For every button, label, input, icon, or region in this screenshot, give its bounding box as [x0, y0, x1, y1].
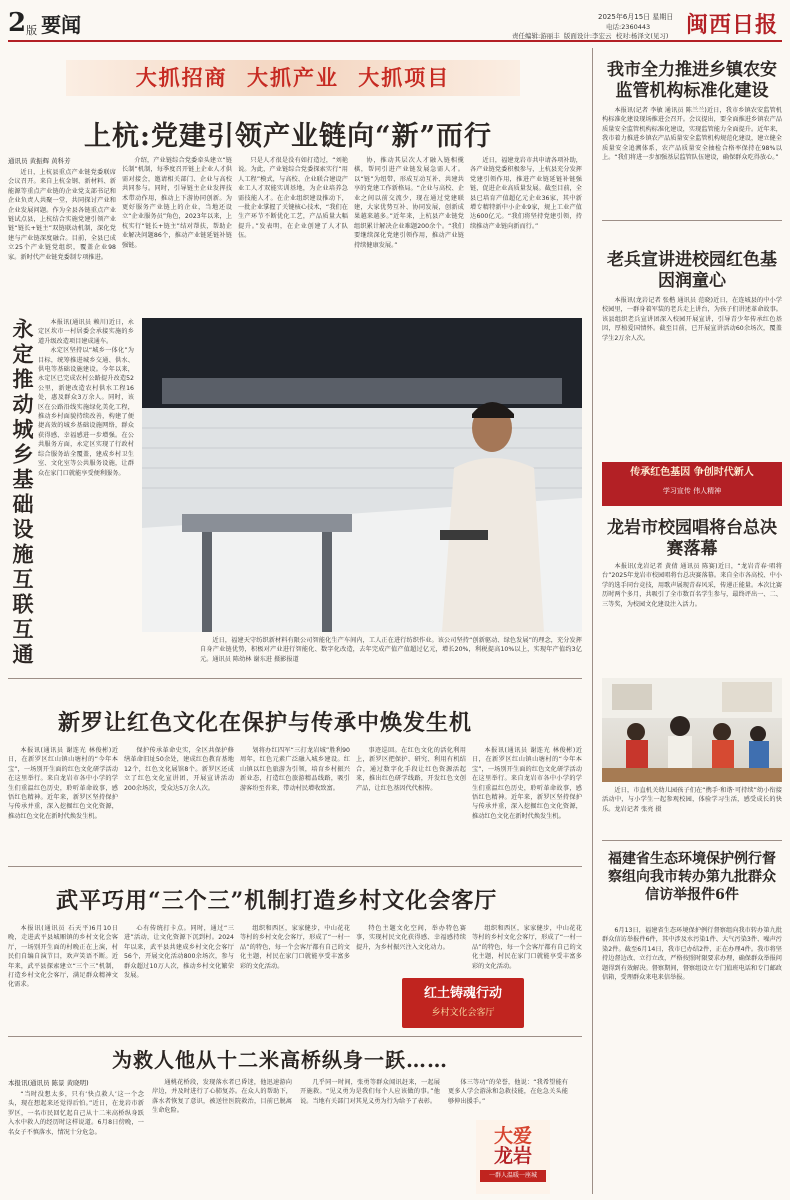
sidebar3-headline: 龙岩市校园唱将台总决赛落幕 — [607, 518, 777, 559]
page-label — [8, 8, 308, 38]
hero-paragraph: “当时没想太多，只有‘快点救人’这一个念头，现在想起来还觉得后怕。”近日，在龙岩市新罗区，一名市民回忆起自己从十二米高桥纵身跃入水中救人的经历时这样说道。6月8日傍晚，一名女子不慎落水，情况十分危急。 — [8, 1091, 144, 1136]
wuping-col-3 — [240, 924, 350, 1032]
wuping-paragraph: 心有传统打卡点。同时，通过“三进”活动，让文化资源下沉到村。2024年以来，武平县共建成乡村文化会客厅56个，开展文化活动800余场次，参与群众超过10万人次，推动乡村文化繁荣发展。 — [124, 925, 234, 980]
love-badge-slogan: 一群人温暖一座城 — [480, 1170, 546, 1182]
factory-photo — [142, 318, 582, 632]
sidebar1-body — [602, 106, 782, 214]
sidebar2-paragraph: 本报讯(龙岩记者 张楷 通讯员 范晓)近日，在连城县的中小学校园里，一群身着军装的老兵走上讲台，为孩子们讲述革命故事。该县组织老兵宣讲团深入校园开展宣讲，引导青少年传承红色基因，厚植爱国情怀。截至目前，已开展宣讲活动60余场次，覆盖学生2万余人次。 — [602, 297, 782, 342]
lead-headline: 上杭:党建引领产业链向“新”而行 — [84, 121, 493, 152]
hero-col-3 — [300, 1078, 440, 1194]
banner-text: 大抓招商 大抓产业 大抓项目 — [135, 65, 451, 90]
hero-paragraph: 体三等功”的荣誉，他说：“我希望能有更多人学会游泳和急救技能，在危急关头能够伸出援手。” — [448, 1079, 568, 1105]
sidebar4-headline: 福建省生态环境保护例行督察组向我市转办第九批群众信访举报件6件 — [608, 851, 776, 903]
sidebar-rule — [602, 220, 782, 221]
sidebar4-body — [602, 926, 782, 1122]
kindergarten-illustration — [602, 678, 782, 782]
badge-title: 红土铸魂行动 — [423, 986, 502, 1001]
factory-photo-caption: 近日，福建天守纺织新材料有限公司智能化生产车间内，工人正在进行纺织作业。该公司坚持“创新驱动、绿色发展”的理念，充分发挥自身产业链优势，积极对产业进行智能化、数字化改造，去年完成产值产值超过亿元，增长20%，利税提高10%以上，实现年产值约3亿元。通讯员 陈幼林 谢东进 摄影报道 — [200, 637, 582, 663]
section-divider — [8, 1036, 582, 1037]
sidebar-rule — [602, 840, 782, 841]
wuping-paragraph: 特色主题文化空间，举办特色赛事，实现村民文化获得感、幸福感持续提升，为乡村振兴注入文化动力。 — [356, 925, 466, 951]
left-story-lede: 本报讯(通讯员 赖川)近日，永定区坎市一村居委会承接实施的乡道升级改造项目建成通车。 — [38, 319, 134, 345]
xinluo-col-3 — [240, 746, 350, 860]
xinluo-paragraph: 本报讯(通讯员 谢连光 林俊彬)近日，在新罗区红山镇山塘村的“今年本宝”，一场别开生面的红色文化研学活动在这里举行。来自龙岩市各中小学的学生们重温红色历史，聆听革命故事，感悟红色精神。近年来，新罗区坚持保护与传承并重，深入挖掘红色文化资源，推动红色文化在新时代焕发生机。 — [472, 747, 582, 820]
section-divider — [8, 678, 582, 679]
xinluo-paragraph: 本报讯(通讯员 谢连光 林俊彬)近日，在新罗区红山镇山塘村的“今年本宝”，一场别开生面的红色文化研学活动在这里举行。来自龙岩市各中小学的学生们重温红色历史，聆听革命故事，感悟红色精神。近年来，新罗区坚持保护与传承并重，深入挖掘红色文化资源，推动红色文化在新时代焕发生机。 — [8, 747, 118, 820]
paper-logo: 闽西日报 — [686, 12, 779, 38]
badge-subtitle: 乡村文化会客厅 — [431, 1008, 495, 1018]
love-badge-line1: 大爱 — [493, 1125, 532, 1147]
xinluo-col-2 — [124, 746, 234, 860]
lead-paragraph: 近日，上杭县重点产业链党委联席会议召开。来自上杭金钢、新材料、新能源等重点产业链的企业党支部书记和企业负责人共聚一堂，共同探讨产业和企业发展问题。作为全县各链重点产业链试点县，上杭结合实施党建引领产业链“链长+链主”双链联动机制，深化党建与产业链深度融合。目前，全县已成立25个产业链党组织，覆盖企业98家。新时代产业链党委制专项推进。 — [8, 169, 116, 261]
sidebar1-headline: 我市全力推进乡镇农安监管机构标准化建设 — [607, 60, 777, 101]
heritage-banner-sub: 学习宣传 伟人精神 — [662, 487, 722, 495]
left-story-paragraph: 永定区坚持以“城乡一体化”为目标，统筹推进城乡交通、供水、供电等基础设施建设。今年以来，永定区已完成农村公路提升改造52公里，新建改造农村供水工程16处，惠及群众3万余人。同时，该区在公路沿线实施绿化美化工程，推动乡村面貌持续改善，构建了便捷高效的城乡基础设施网络，群众获得感、幸福感进一步增强。在公共服务方面，永定区实现了行政村综合服务站全覆盖，建成乡村卫生室、文化室等公共服务设施，让群众在家门口就能享受便利服务。 — [38, 347, 134, 477]
kindergarten-caption-text: 近日，市直机关幼儿园孩子们在“携手·和谐·可持续”幼小衔接活动中，与小学生一起参观校园，体验学习生活，感受成长的快乐。龙岩记者 张亮 摄 — [602, 787, 782, 813]
sidebar4-paragraph: 6月13日，福建省生态环境保护例行督察组向我市转办第九批群众信访举报件6件，其中涉及水污染1件、大气污染3件、噪声污染2件。截至6月14日，我市已办结2件，正在办理4件。我市将坚持边督边改、立行立改，严格按照时限要求办理，确保群众举报问题得到有效解决。督察期间，督察组设立专门值班电话和专门邮政信箱，受理群众来电来信举报。 — [602, 927, 782, 982]
weekday-text: 星期日 — [652, 13, 674, 21]
section-divider — [8, 866, 582, 867]
kindergarten-photo — [602, 678, 782, 782]
lead-paragraph: 介绍，产业链综合党委牵头建立“链长制”机制，每季度召开链上企业人才供需对接会，邀请相关部门、企业与高校共同参与。同时，引导链主企业发挥技术带动作用，推动上下游协同创新。为更好服务产业链上的企业，当地还设立“企业服务员”角色，2023年以来，上杭实行“链长+链主”结对帮扶，帮助企业解决问题86个，推动产业链延链补链强链。 — [122, 157, 232, 249]
lead-paragraph: 近日，福建龙岩市共申请各项补助，各产业链党委积极参与，上杭县充分发挥党建引领作用，推进产业链延链补链强链，促进企业高质量发展。截至目前，全县已培育产值超亿元企业36家，其中新增专精特新中小企业9家，规上工业产值达600亿元。“我们将坚持党建引领，持续推动产业链向新而行。” — [470, 157, 582, 230]
left-story-body — [38, 318, 134, 674]
left-vertical-title — [8, 318, 34, 674]
staff-line — [512, 31, 668, 40]
lead-col-3 — [238, 156, 348, 312]
wuping-paragraph: 组织和西区，家家健步，中山花花等村的乡村文化会客厅，形成了“一村一品”的特色，每一个会客厅都有自己的文化主题，村民在家门口就能享受丰富多彩的文化活动。 — [472, 925, 582, 970]
wuping-paragraph: 组织和西区，家家健步，中山花花等村的乡村文化会客厅，形成了“一村一品”的特色，每一个会客厅都有自己的文化主题，村民在家门口就能享受丰富多彩的文化活动。 — [240, 925, 350, 970]
sidebar-divider — [592, 48, 593, 1194]
masthead-rule — [8, 40, 782, 42]
factory-illustration — [142, 318, 582, 632]
sidebar2-headline: 老兵宣讲进校园红色基因润童心 — [607, 250, 777, 291]
xinluo-col-4 — [356, 746, 466, 860]
hero-paragraph: 通桃花桥段，发现落水者已昏迷，他迅速游向岸边，并及时进行了心肺复苏。在众人的帮助下，落水者恢复了意识，被送往医院救治，目前已脱离生命危险。 — [152, 1079, 292, 1115]
love-badge — [476, 1120, 550, 1194]
hero-col-1 — [8, 1078, 144, 1194]
editor-credit: 责任编辑:游丽丰 — [512, 32, 560, 40]
sidebar3-paragraph: 本报讯(龙岩记者 黄倩 通讯员 陈赛)近日，“龙岩青春·唱将台”2025年龙岩市校园唱将台总决赛落幕。来自全市各高校、中小学的选手同台竞技，用歌声展现青春风采，传递正能量。本次比赛历时两个多月，共吸引了全市数百名学生参与，最终评出一、二、三等奖，为校园文化建设注入活力。 — [602, 563, 782, 608]
hero-headline: 为救人他从十二米高桥纵身一跃…… — [112, 1048, 448, 1072]
wuping-col-4 — [356, 924, 466, 976]
proof-credit: 校对:杨泽文(见习) — [615, 32, 669, 40]
lead-paragraph: 协，推动其层次人才融入链相揽棋，帮同引进产业链发展急需人才。以“链”为纽带，形成互动互补、共建共享的党建工作新格局。“企业与高校、企业之间以前交流少，现在通过党建联建，大家优势互补、协同发展，创新成果越来越多。”近年来，上杭县产业链党组织累计解决企业难题200余个。“我们要继续深化党建引领作用，推动产业链持续健康发展。” — [354, 157, 464, 249]
sidebar2-body — [602, 296, 782, 454]
red-soil-badge — [402, 978, 524, 1028]
lead-col-4 — [354, 156, 464, 312]
hero-paragraph: 几乎同一时间，张勇等群众闻讯赶来，一起展开施救。“见义勇为是我们每个人应该做的事。”他说。当地有关部门对其见义勇为行为给予了表彰。 — [300, 1079, 440, 1105]
sidebar3-body — [602, 562, 782, 672]
page-number: 2 — [8, 8, 27, 38]
page-unit: 版 — [26, 24, 38, 37]
wuping-headline: 武平巧用“三个三”机制打造乡村文化会客厅 — [56, 888, 498, 914]
heritage-banner-title: 传承红色基因 争创时代新人 — [630, 467, 754, 478]
designer-credit: 版面设计:李宏云 — [563, 32, 612, 40]
section-name: 要闻 — [41, 13, 82, 37]
lead-col-1 — [8, 156, 116, 308]
wuping-col-5 — [472, 924, 582, 976]
sidebar1-paragraph: 本报讯(记者 李敏 通讯员 陈兰兰)近日，我市乡镇农安监管机构标准化建设现场推进会召开。会议提出，要全面推进乡镇农产品质量安全监管机构标准化建设，实现监管能力全面提升。近年来，我市着力推进乡镇农产品质量安全监管机构规范化建设，建立健全质量安全追溯体系，农产品质量安全抽检合格率保持在98%以上。“我们将进一步加强基层监管队伍建设，确保群众吃得放心。” — [602, 107, 782, 162]
lead-col-2 — [122, 156, 232, 312]
lead-byline: 通讯员 黄振辉 黄科芳 — [8, 157, 71, 165]
kindergarten-caption — [602, 786, 782, 834]
xinluo-paragraph: 事迹巡回。在红色文化的活化利用上，新罗区把保护、研究、利用有机结合，通过数字化手段让红色资源活起来，推出红色研学线路，开发红色文创产品，让红色基因代代相传。 — [356, 747, 466, 792]
lead-col-5 — [470, 156, 582, 312]
xinluo-col-5 — [472, 746, 582, 860]
heritage-banner — [602, 462, 782, 506]
wuping-col-1 — [8, 924, 118, 1032]
hero-byline: 本报讯(通讯员 陈景 黄晓明) — [8, 1079, 89, 1087]
love-badge-line2: 龙岩 — [493, 1145, 532, 1167]
campaign-banner — [66, 60, 520, 96]
issue-date — [598, 12, 673, 22]
tel-line: 电话:2360443 — [606, 23, 651, 31]
date-text: 2025年6月15日 — [598, 13, 651, 21]
left-story-headline: 永定推动城乡基础设施互联互通 — [10, 318, 35, 668]
wuping-col-2 — [124, 924, 234, 1032]
xinluo-paragraph: 保护传承革命史实，全区共保护修缮革命旧址50余处，建成红色教育基地12个，红色文化展馆8个。新罗区还成立了红色文化宣讲团，开展宣讲活动200余场次，受众达5万余人次。 — [124, 747, 234, 792]
xinluo-paragraph: 划将办红四军“三打龙岩城”胜利90周年，红色元素广泛融入城乡建设。红山镇以红色旅游为引领，培育乡村振兴新业态，打造红色旅游精品线路，吸引游客纷至沓来，带动村民增收致富。 — [240, 747, 350, 792]
xinluo-col-1 — [8, 746, 118, 860]
wuping-paragraph: 本报讯(通讯员 石天平)6月10日晚，走进武平县城厢镇的乡村文化会客厅，一场别开生面的村晚正在上演，村民们自编自演节目，欢声笑语不断。近年来，武平县探索建立“三个三”机制，打造乡村文化会客厅，满足群众精神文化需求。 — [8, 925, 118, 989]
hero-col-2 — [152, 1078, 292, 1194]
lead-paragraph: 只是人才很是没有如打造过，“刘艳说。为此，产业链综合党委探索实行“用人工程”模式，与高校、企业联合建设产业工人才双能实训基地，为企业培养急需技能人才。在企业组织建设推动下，一批企业掌握了关键核心技术，“我们在生产环节不断优化工艺，产品质量大幅提升。”发表明，在企业创建了人才队伍。 — [238, 157, 348, 240]
xinluo-headline: 新罗让红色文化在保护与传承中焕发生机 — [58, 710, 473, 736]
